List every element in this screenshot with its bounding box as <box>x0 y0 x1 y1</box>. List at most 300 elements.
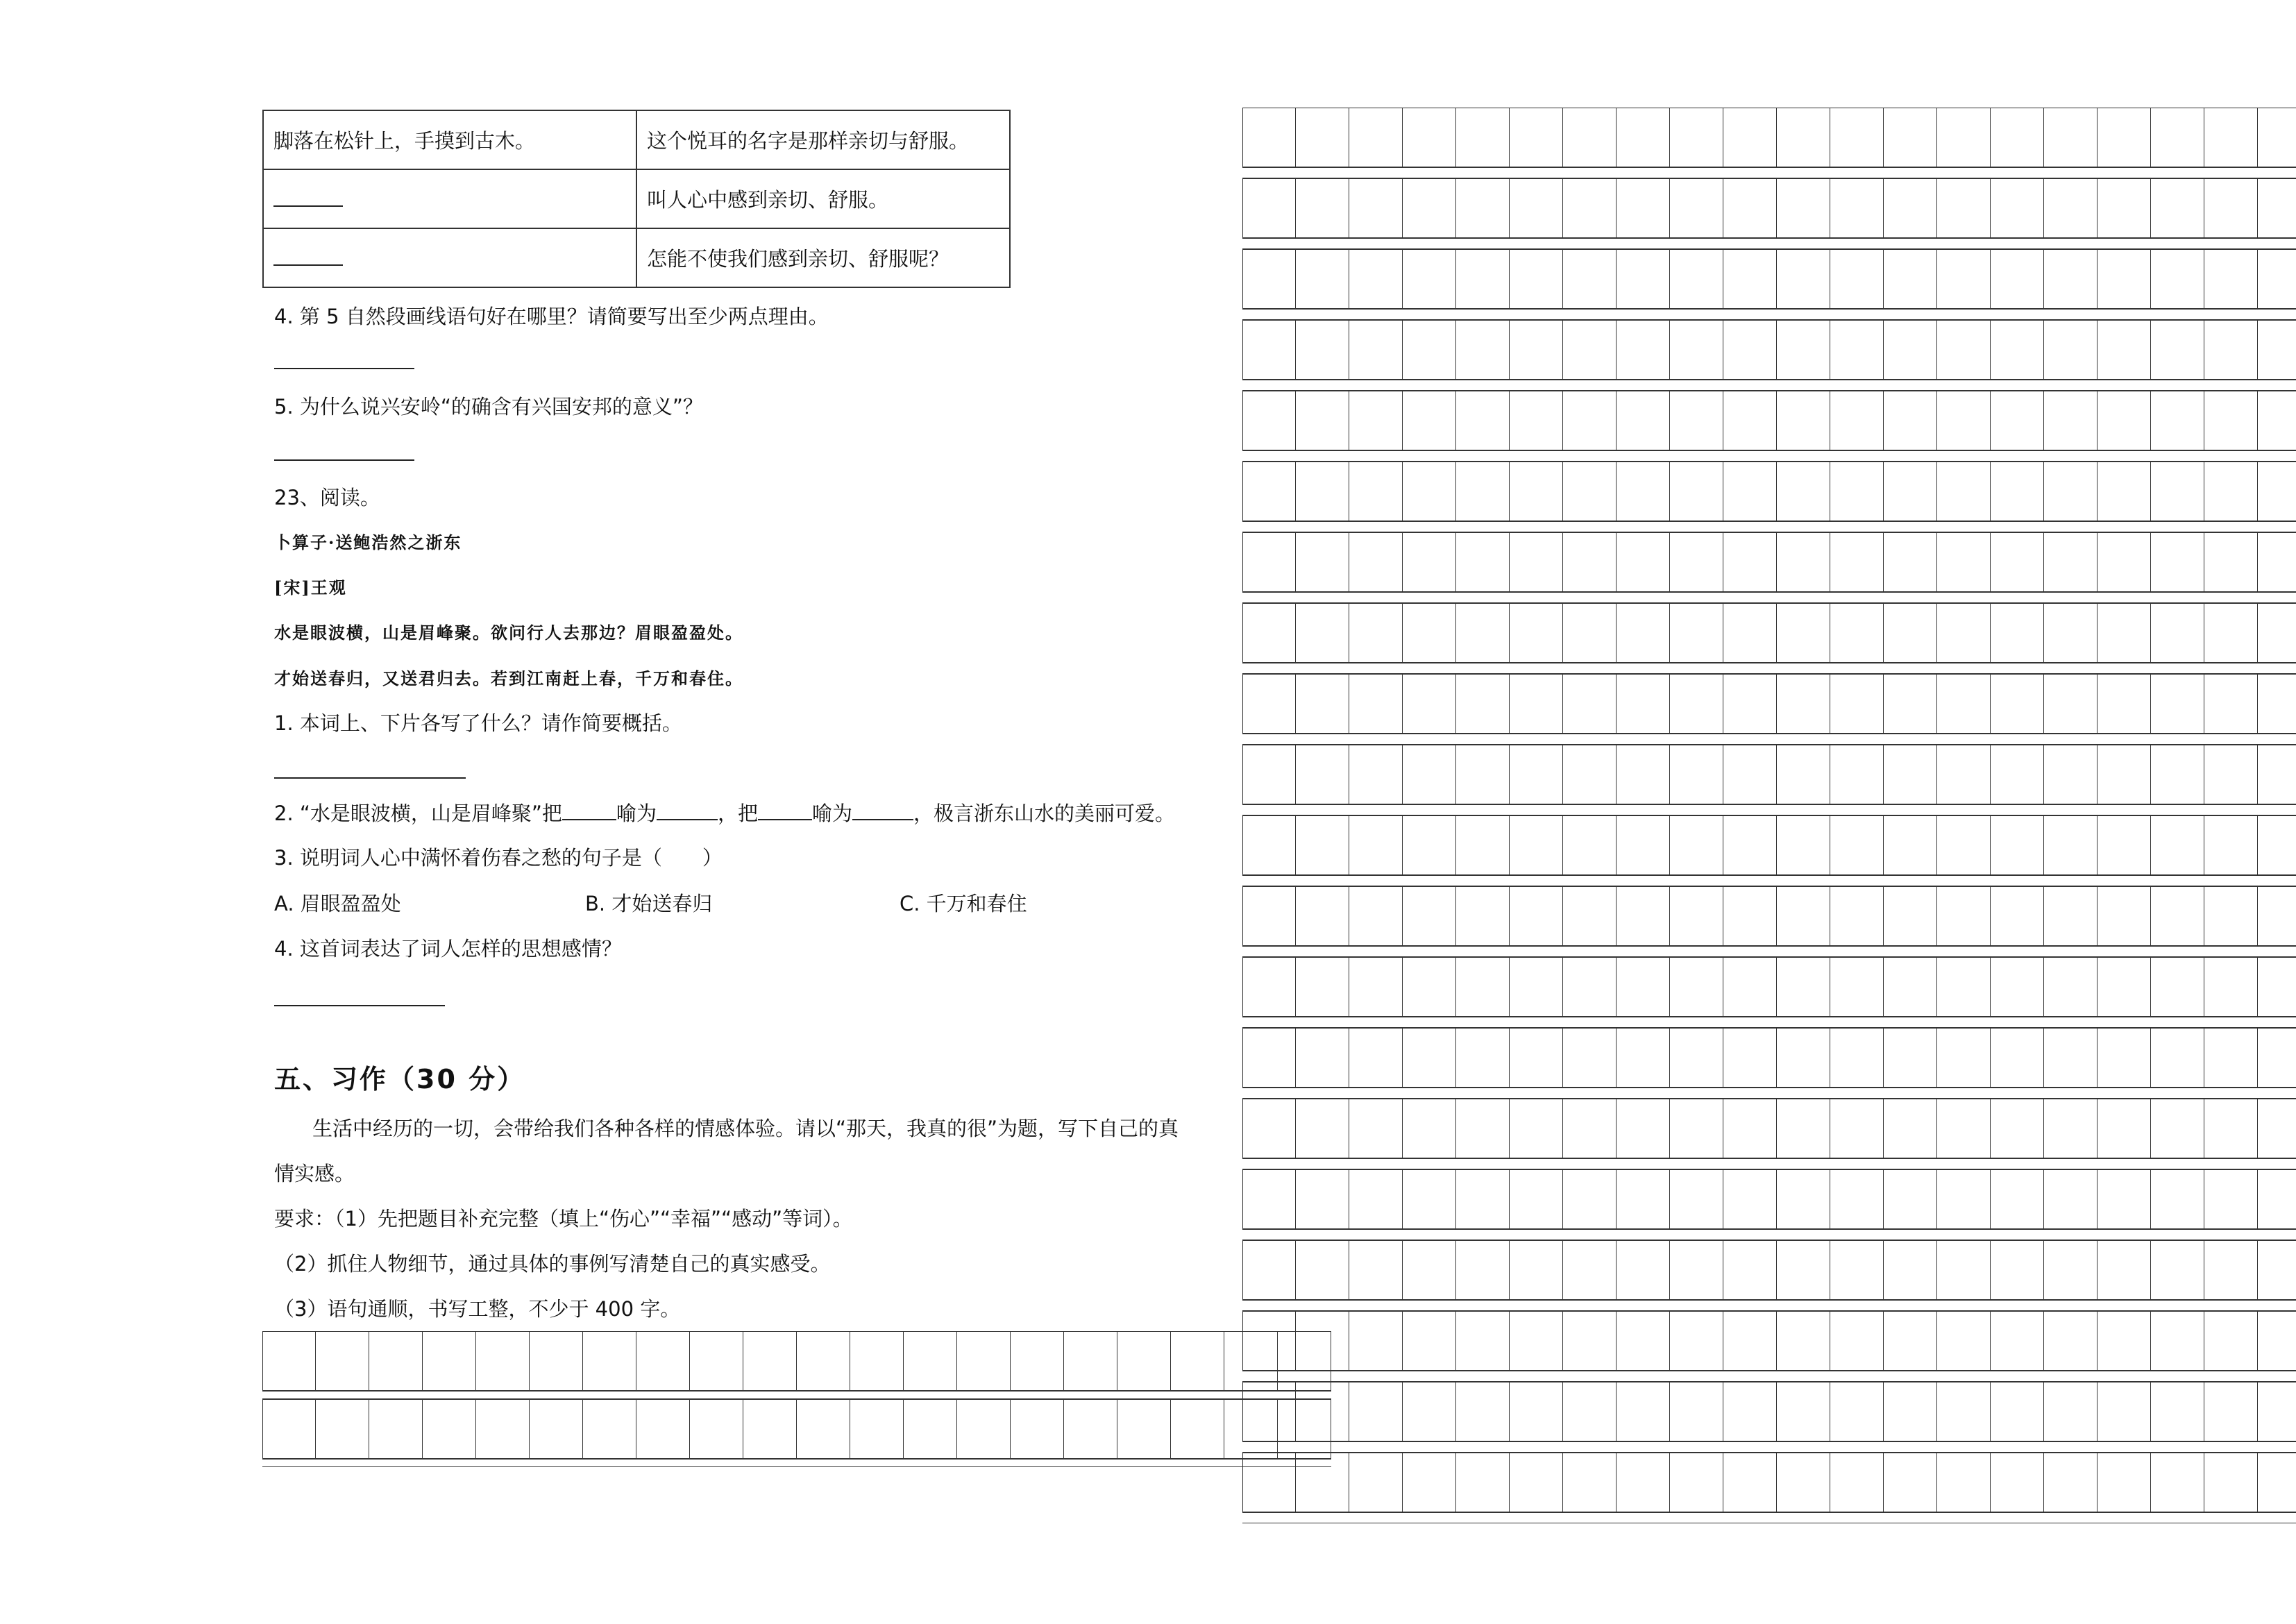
grid-cell[interactable] <box>1563 249 1617 309</box>
grid-cell[interactable] <box>1563 674 1617 734</box>
grid-cell[interactable] <box>2044 462 2097 521</box>
grid-cell[interactable] <box>1937 815 1991 875</box>
grid-cell[interactable] <box>2204 957 2258 1017</box>
grid-cell[interactable] <box>1349 1169 1403 1229</box>
grid-cell[interactable] <box>1723 1311 1777 1371</box>
grid-cell[interactable] <box>1563 1169 1617 1229</box>
grid-cell[interactable] <box>1563 320 1617 380</box>
grid-cell[interactable] <box>2258 1311 2296 1371</box>
grid-cell[interactable] <box>1403 1453 1456 1512</box>
grid-cell[interactable] <box>1242 108 1296 167</box>
grid-cell[interactable] <box>1456 886 1510 946</box>
grid-cell[interactable] <box>1456 320 1510 380</box>
grid-cell[interactable] <box>1242 1311 1296 1371</box>
grid-cell[interactable] <box>2151 886 2204 946</box>
grid-cell[interactable] <box>1830 178 1884 238</box>
grid-cell[interactable] <box>2044 674 2097 734</box>
grid-cell[interactable] <box>583 1399 636 1459</box>
grid-cell[interactable] <box>316 1331 369 1391</box>
grid-cell[interactable] <box>1510 1311 1563 1371</box>
grid-cell[interactable] <box>1617 603 1670 663</box>
grid-cell[interactable] <box>1617 1311 1670 1371</box>
grid-cell[interactable] <box>1991 1028 2044 1088</box>
grid-cell[interactable] <box>1777 249 1830 309</box>
grid-cell[interactable] <box>1296 1453 1349 1512</box>
grid-cell[interactable] <box>1242 532 1296 592</box>
option-b[interactable]: B. 才始送春归 <box>585 892 713 915</box>
grid-cell[interactable] <box>1884 320 1937 380</box>
grid-cell[interactable] <box>850 1331 904 1391</box>
grid-cell[interactable] <box>2258 320 2296 380</box>
grid-cell[interactable] <box>2258 178 2296 238</box>
grid-cell[interactable] <box>1777 1099 1830 1158</box>
grid-cell[interactable] <box>1349 815 1403 875</box>
grid-cell[interactable] <box>530 1331 583 1391</box>
grid-cell[interactable] <box>1777 674 1830 734</box>
grid-cell[interactable] <box>2258 1099 2296 1158</box>
grid-cell[interactable] <box>1403 108 1456 167</box>
grid-cell[interactable] <box>1670 1311 1723 1371</box>
grid-cell[interactable] <box>1884 1382 1937 1441</box>
grid-cell[interactable] <box>1830 320 1884 380</box>
grid-cell[interactable] <box>1349 1311 1403 1371</box>
grid-cell[interactable] <box>1403 957 1456 1017</box>
grid-cell[interactable] <box>1723 391 1777 450</box>
grid-cell[interactable] <box>1617 249 1670 309</box>
grid-cell[interactable] <box>1937 320 1991 380</box>
grid-cell[interactable] <box>1456 745 1510 804</box>
grid-cell[interactable] <box>1777 1382 1830 1441</box>
grid-cell[interactable] <box>1510 674 1563 734</box>
grid-cell[interactable] <box>1617 108 1670 167</box>
grid-cell[interactable] <box>1296 462 1349 521</box>
grid-cell[interactable] <box>1723 320 1777 380</box>
grid-cell[interactable] <box>1296 1311 1349 1371</box>
grid-cell[interactable] <box>1011 1399 1064 1459</box>
grid-cell[interactable] <box>1349 108 1403 167</box>
grid-cell[interactable] <box>1777 1240 1830 1300</box>
grid-cell[interactable] <box>2258 674 2296 734</box>
grid-cell[interactable] <box>1563 886 1617 946</box>
grid-cell[interactable] <box>1617 1099 1670 1158</box>
grid-cell[interactable] <box>1563 815 1617 875</box>
grid-cell[interactable] <box>957 1331 1011 1391</box>
grid-cell[interactable] <box>1670 1240 1723 1300</box>
grid-cell[interactable] <box>1242 391 1296 450</box>
grid-cell[interactable] <box>2151 1099 2204 1158</box>
grid-cell[interactable] <box>1723 1028 1777 1088</box>
grid-cell[interactable] <box>2204 674 2258 734</box>
grid-cell[interactable] <box>1884 249 1937 309</box>
grid-cell[interactable] <box>1617 815 1670 875</box>
grid-cell[interactable] <box>2044 1311 2097 1371</box>
grid-cell[interactable] <box>1884 815 1937 875</box>
grid-cell[interactable] <box>1991 532 2044 592</box>
grid-cell[interactable] <box>1884 886 1937 946</box>
grid-cell[interactable] <box>743 1399 797 1459</box>
grid-cell[interactable] <box>1296 1382 1349 1441</box>
grid-cell[interactable] <box>904 1399 957 1459</box>
grid-cell[interactable] <box>1296 249 1349 309</box>
grid-cell[interactable] <box>2097 1453 2151 1512</box>
grid-cell[interactable] <box>1456 249 1510 309</box>
grid-cell[interactable] <box>1937 1028 1991 1088</box>
grid-cell[interactable] <box>2258 815 2296 875</box>
grid-cell[interactable] <box>2204 1453 2258 1512</box>
grid-cell[interactable] <box>1884 1028 1937 1088</box>
grid-cell[interactable] <box>1884 745 1937 804</box>
grid-cell[interactable] <box>1296 108 1349 167</box>
grid-cell[interactable] <box>1456 532 1510 592</box>
grid-cell[interactable] <box>797 1399 850 1459</box>
grid-cell[interactable] <box>1723 745 1777 804</box>
grid-cell[interactable] <box>1349 249 1403 309</box>
grid-cell[interactable] <box>1403 1382 1456 1441</box>
grid-cell[interactable] <box>1830 1028 1884 1088</box>
grid-cell[interactable] <box>2097 532 2151 592</box>
grid-cell[interactable] <box>1937 1382 1991 1441</box>
grid-cell[interactable] <box>1117 1399 1171 1459</box>
grid-cell[interactable] <box>1670 532 1723 592</box>
grid-cell[interactable] <box>262 1399 316 1459</box>
grid-cell[interactable] <box>1563 1382 1617 1441</box>
grid-cell[interactable] <box>1670 1028 1723 1088</box>
grid-cell[interactable] <box>1510 886 1563 946</box>
grid-cell[interactable] <box>1510 1028 1563 1088</box>
grid-cell[interactable] <box>1723 532 1777 592</box>
grid-cell[interactable] <box>2258 603 2296 663</box>
grid-cell[interactable] <box>1456 1240 1510 1300</box>
grid-cell[interactable] <box>1403 320 1456 380</box>
grid-cell[interactable] <box>1242 320 1296 380</box>
grid-cell[interactable] <box>2204 532 2258 592</box>
grid-cell[interactable] <box>1296 1099 1349 1158</box>
grid-cell[interactable] <box>1510 957 1563 1017</box>
grid-cell[interactable] <box>1884 957 1937 1017</box>
grid-cell[interactable] <box>1510 391 1563 450</box>
grid-cell[interactable] <box>2044 603 2097 663</box>
grid-cell[interactable] <box>262 1331 316 1391</box>
grid-cell[interactable] <box>1991 1453 2044 1512</box>
grid-cell[interactable] <box>1563 391 1617 450</box>
grid-cell[interactable] <box>1349 603 1403 663</box>
grid-cell[interactable] <box>1830 532 1884 592</box>
option-a[interactable]: A. 眉眼盈盈处 <box>274 892 401 915</box>
grid-cell[interactable] <box>1617 1028 1670 1088</box>
grid-cell[interactable] <box>1349 1382 1403 1441</box>
grid-cell[interactable] <box>1563 178 1617 238</box>
grid-cell[interactable] <box>1617 886 1670 946</box>
grid-cell[interactable] <box>1403 1028 1456 1088</box>
grid-cell[interactable] <box>2258 1028 2296 1088</box>
grid-cell[interactable] <box>1991 249 2044 309</box>
grid-cell[interactable] <box>1456 391 1510 450</box>
grid-cell[interactable] <box>2097 178 2151 238</box>
grid-cell[interactable] <box>1937 603 1991 663</box>
grid-cell[interactable] <box>1403 1240 1456 1300</box>
grid-cell[interactable] <box>1242 815 1296 875</box>
grid-cell[interactable] <box>1242 1453 1296 1512</box>
grid-cell[interactable] <box>2151 1453 2204 1512</box>
grid-cell[interactable] <box>2044 532 2097 592</box>
fill-blank[interactable] <box>657 800 718 820</box>
grid-cell[interactable] <box>2204 178 2258 238</box>
grid-cell[interactable] <box>2258 1382 2296 1441</box>
grid-cell[interactable] <box>1563 1240 1617 1300</box>
grid-cell[interactable] <box>2097 1169 2151 1229</box>
grid-cell[interactable] <box>1117 1331 1171 1391</box>
grid-cell[interactable] <box>476 1399 530 1459</box>
table-cell-blank[interactable] <box>263 169 636 228</box>
grid-cell[interactable] <box>1723 108 1777 167</box>
grid-cell[interactable] <box>1617 1382 1670 1441</box>
grid-cell[interactable] <box>1349 391 1403 450</box>
grid-cell[interactable] <box>1403 886 1456 946</box>
grid-cell[interactable] <box>1723 886 1777 946</box>
grid-cell[interactable] <box>1617 957 1670 1017</box>
grid-cell[interactable] <box>1510 178 1563 238</box>
grid-cell[interactable] <box>1510 745 1563 804</box>
grid-cell[interactable] <box>957 1399 1011 1459</box>
grid-cell[interactable] <box>1937 462 1991 521</box>
grid-cell[interactable] <box>2204 1169 2258 1229</box>
grid-cell[interactable] <box>1777 532 1830 592</box>
writing-grid-right[interactable] <box>1242 108 2296 1455</box>
grid-cell[interactable] <box>1670 320 1723 380</box>
grid-cell[interactable] <box>1563 957 1617 1017</box>
grid-cell[interactable] <box>1242 745 1296 804</box>
grid-cell[interactable] <box>1617 674 1670 734</box>
grid-cell[interactable] <box>743 1331 797 1391</box>
grid-cell[interactable] <box>1403 249 1456 309</box>
grid-cell[interactable] <box>423 1399 476 1459</box>
grid-cell[interactable] <box>1723 249 1777 309</box>
grid-cell[interactable] <box>797 1331 850 1391</box>
grid-cell[interactable] <box>1456 815 1510 875</box>
grid-cell[interactable] <box>1456 1382 1510 1441</box>
grid-cell[interactable] <box>1670 249 1723 309</box>
grid-cell[interactable] <box>1296 1169 1349 1229</box>
grid-cell[interactable] <box>1296 391 1349 450</box>
grid-cell[interactable] <box>1617 532 1670 592</box>
grid-cell[interactable] <box>1242 178 1296 238</box>
grid-cell[interactable] <box>636 1399 690 1459</box>
grid-cell[interactable] <box>1991 815 2044 875</box>
grid-cell[interactable] <box>1456 957 1510 1017</box>
grid-cell[interactable] <box>1670 674 1723 734</box>
grid-cell[interactable] <box>1884 1169 1937 1229</box>
grid-cell[interactable] <box>1884 1099 1937 1158</box>
grid-cell[interactable] <box>1830 674 1884 734</box>
grid-cell[interactable] <box>1777 1169 1830 1229</box>
grid-cell[interactable] <box>1830 1382 1884 1441</box>
grid-cell[interactable] <box>2097 1099 2151 1158</box>
grid-cell[interactable] <box>2097 1028 2151 1088</box>
grid-cell[interactable] <box>1510 532 1563 592</box>
grid-cell[interactable] <box>1884 108 1937 167</box>
grid-cell[interactable] <box>2044 249 2097 309</box>
grid-cell[interactable] <box>1456 603 1510 663</box>
grid-cell[interactable] <box>2258 745 2296 804</box>
grid-cell[interactable] <box>2097 1240 2151 1300</box>
grid-cell[interactable] <box>1171 1331 1224 1391</box>
grid-cell[interactable] <box>1884 1311 1937 1371</box>
grid-cell[interactable] <box>1296 532 1349 592</box>
grid-cell[interactable] <box>1884 674 1937 734</box>
grid-cell[interactable] <box>1617 320 1670 380</box>
grid-cell[interactable] <box>1777 108 1830 167</box>
grid-cell[interactable] <box>1349 886 1403 946</box>
grid-cell[interactable] <box>1403 745 1456 804</box>
grid-cell[interactable] <box>1991 462 2044 521</box>
grid-cell[interactable] <box>2044 1382 2097 1441</box>
grid-cell[interactable] <box>1510 815 1563 875</box>
grid-cell[interactable] <box>2151 1169 2204 1229</box>
grid-cell[interactable] <box>2097 1311 2151 1371</box>
grid-cell[interactable] <box>1777 1311 1830 1371</box>
grid-cell[interactable] <box>583 1331 636 1391</box>
grid-cell[interactable] <box>1242 957 1296 1017</box>
grid-cell[interactable] <box>369 1399 423 1459</box>
grid-cell[interactable] <box>2151 745 2204 804</box>
grid-cell[interactable] <box>1617 1453 1670 1512</box>
grid-cell[interactable] <box>1349 1453 1403 1512</box>
grid-cell[interactable] <box>1242 1169 1296 1229</box>
grid-cell[interactable] <box>1723 815 1777 875</box>
grid-cell[interactable] <box>1456 1028 1510 1088</box>
grid-cell[interactable] <box>1777 957 1830 1017</box>
grid-cell[interactable] <box>1830 249 1884 309</box>
fill-blank[interactable] <box>758 800 812 820</box>
grid-cell[interactable] <box>1242 1028 1296 1088</box>
grid-cell[interactable] <box>2044 1169 2097 1229</box>
grid-cell[interactable] <box>850 1399 904 1459</box>
grid-cell[interactable] <box>2044 178 2097 238</box>
grid-cell[interactable] <box>1403 1099 1456 1158</box>
grid-cell[interactable] <box>2044 1240 2097 1300</box>
grid-cell[interactable] <box>1777 462 1830 521</box>
grid-cell[interactable] <box>1349 1099 1403 1158</box>
grid-cell[interactable] <box>1723 1169 1777 1229</box>
grid-cell[interactable] <box>1830 1099 1884 1158</box>
grid-cell[interactable] <box>2151 249 2204 309</box>
grid-cell[interactable] <box>1991 1240 2044 1300</box>
grid-cell[interactable] <box>1991 391 2044 450</box>
grid-cell[interactable] <box>1670 1169 1723 1229</box>
grid-cell[interactable] <box>1296 1240 1349 1300</box>
grid-cell[interactable] <box>1349 1028 1403 1088</box>
grid-cell[interactable] <box>1670 957 1723 1017</box>
grid-cell[interactable] <box>2204 391 2258 450</box>
grid-cell[interactable] <box>1563 745 1617 804</box>
grid-cell[interactable] <box>1403 178 1456 238</box>
grid-cell[interactable] <box>1349 462 1403 521</box>
grid-cell[interactable] <box>1349 320 1403 380</box>
grid-cell[interactable] <box>1617 391 1670 450</box>
grid-cell[interactable] <box>1617 1240 1670 1300</box>
grid-cell[interactable] <box>2204 815 2258 875</box>
grid-cell[interactable] <box>1510 249 1563 309</box>
grid-cell[interactable] <box>1830 957 1884 1017</box>
grid-cell[interactable] <box>2258 1453 2296 1512</box>
grid-cell[interactable] <box>1777 603 1830 663</box>
grid-cell[interactable] <box>1670 886 1723 946</box>
grid-cell[interactable] <box>1830 1453 1884 1512</box>
grid-cell[interactable] <box>1830 603 1884 663</box>
grid-cell[interactable] <box>2097 462 2151 521</box>
grid-cell[interactable] <box>2204 745 2258 804</box>
grid-cell[interactable] <box>1563 1453 1617 1512</box>
grid-cell[interactable] <box>1991 1382 2044 1441</box>
grid-cell[interactable] <box>636 1331 690 1391</box>
grid-cell[interactable] <box>1349 745 1403 804</box>
answer-line[interactable] <box>274 368 414 369</box>
grid-cell[interactable] <box>2258 1169 2296 1229</box>
grid-cell[interactable] <box>2151 320 2204 380</box>
grid-cell[interactable] <box>1937 249 1991 309</box>
grid-cell[interactable] <box>1510 1240 1563 1300</box>
grid-cell[interactable] <box>2151 603 2204 663</box>
grid-cell[interactable] <box>1670 391 1723 450</box>
grid-cell[interactable] <box>1670 178 1723 238</box>
grid-cell[interactable] <box>2204 1311 2258 1371</box>
grid-cell[interactable] <box>2151 462 2204 521</box>
grid-cell[interactable] <box>1884 462 1937 521</box>
table-cell-blank[interactable] <box>263 228 636 287</box>
grid-cell[interactable] <box>1403 1169 1456 1229</box>
grid-cell[interactable] <box>1777 886 1830 946</box>
grid-cell[interactable] <box>1563 1028 1617 1088</box>
grid-cell[interactable] <box>1991 1169 2044 1229</box>
grid-cell[interactable] <box>1937 745 1991 804</box>
grid-cell[interactable] <box>2097 603 2151 663</box>
grid-cell[interactable] <box>2258 462 2296 521</box>
grid-cell[interactable] <box>2151 957 2204 1017</box>
grid-cell[interactable] <box>369 1331 423 1391</box>
grid-cell[interactable] <box>1242 1382 1296 1441</box>
grid-cell[interactable] <box>1937 1240 1991 1300</box>
grid-cell[interactable] <box>2044 1099 2097 1158</box>
grid-cell[interactable] <box>1510 603 1563 663</box>
grid-cell[interactable] <box>1617 462 1670 521</box>
grid-cell[interactable] <box>2151 674 2204 734</box>
grid-cell[interactable] <box>1777 745 1830 804</box>
grid-cell[interactable] <box>423 1331 476 1391</box>
grid-cell[interactable] <box>2204 320 2258 380</box>
grid-cell[interactable] <box>1830 391 1884 450</box>
grid-cell[interactable] <box>1830 815 1884 875</box>
grid-cell[interactable] <box>1991 886 2044 946</box>
grid-cell[interactable] <box>1563 1311 1617 1371</box>
grid-cell[interactable] <box>1242 1099 1296 1158</box>
grid-cell[interactable] <box>1296 745 1349 804</box>
grid-cell[interactable] <box>1937 1453 1991 1512</box>
grid-cell[interactable] <box>1403 674 1456 734</box>
grid-cell[interactable] <box>2151 391 2204 450</box>
grid-cell[interactable] <box>1242 886 1296 946</box>
grid-cell[interactable] <box>1510 320 1563 380</box>
grid-cell[interactable] <box>1670 108 1723 167</box>
grid-cell[interactable] <box>1884 1453 1937 1512</box>
grid-cell[interactable] <box>1991 320 2044 380</box>
grid-cell[interactable] <box>2204 1099 2258 1158</box>
grid-cell[interactable] <box>2204 249 2258 309</box>
grid-cell[interactable] <box>1563 532 1617 592</box>
grid-cell[interactable] <box>1242 674 1296 734</box>
grid-cell[interactable] <box>1349 1240 1403 1300</box>
grid-cell[interactable] <box>1723 957 1777 1017</box>
grid-cell[interactable] <box>2151 108 2204 167</box>
